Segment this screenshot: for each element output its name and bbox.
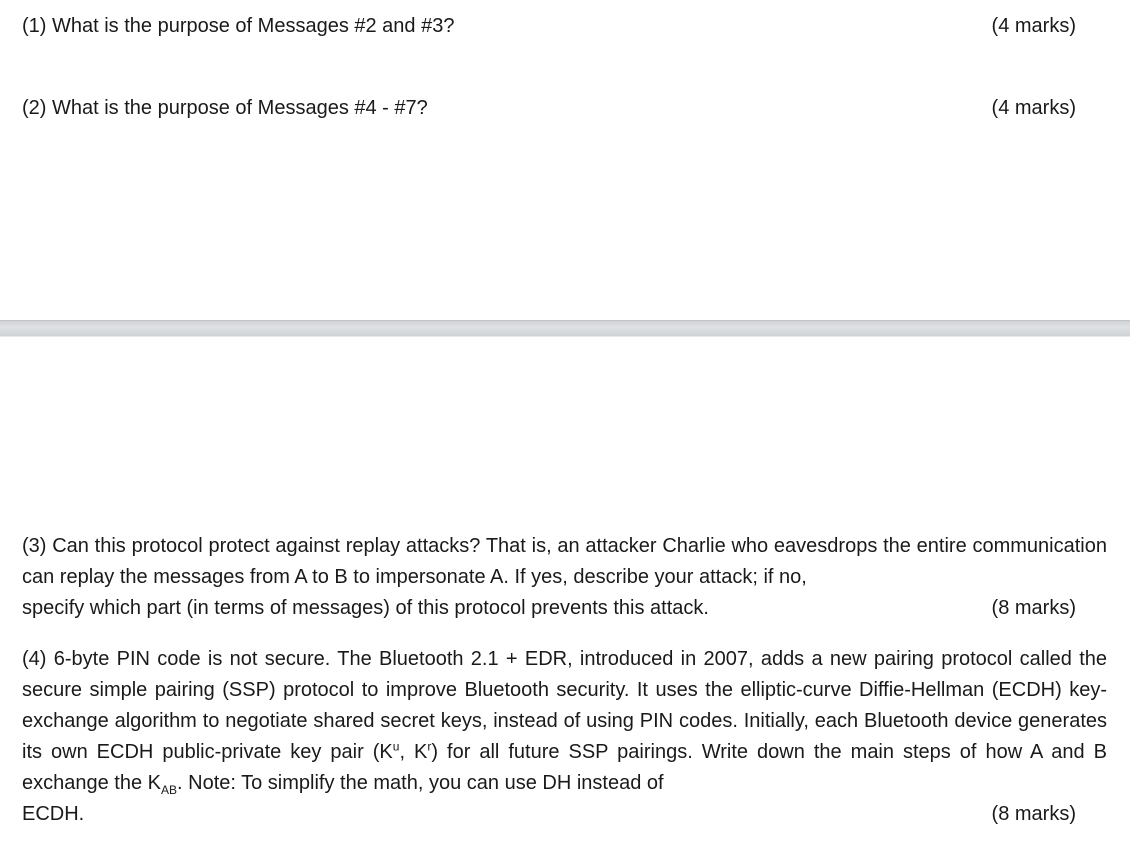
question-1-marks: (4 marks) (991, 15, 1076, 37)
question-4-text (22, 644, 1107, 799)
question-3-last-text: specify which part (in terms of messages) of this protocol prevents this attack. (22, 597, 709, 619)
shared-key-subscript: AB (161, 783, 178, 797)
question-4 (22, 644, 1107, 830)
question-3-text: (3) Can this protocol protect against replay attacks? That is, an attacker Charlie who eavesdrops the entire communication can replay the messages from A to B to impersonate A. If yes, describe your attack; if no, (22, 535, 1107, 588)
question-4-text-part1: (4) 6-byte PIN code is not secure. The Bluetooth 2.1 + EDR, introduced in 2007, adds a new pairing protocol called the secure simple pairing (SSP) protocol to improve Bluetooth security. It uses the elliptic-curve Diffie-Hellman (ECDH) key-exchange algorithm to negotiate shared secret keys, instead of using PIN codes. Initially, each Bluetooth device generates its own ECDH public-private key pair (K (22, 648, 1107, 763)
question-4-text-part2: ) for all future SSP pairings. Write down the main steps of how A and B exchange the K (22, 741, 1107, 794)
question-3-marks: (8 marks) (991, 597, 1076, 619)
question-1-text: (1) What is the purpose of Messages #2 and #3? (22, 15, 455, 37)
question-4-last-line (22, 799, 1107, 830)
page-divider (0, 320, 1130, 337)
question-2 (22, 96, 1076, 120)
question-4-comma: , K (399, 741, 428, 763)
question-3-last-line (22, 593, 1107, 624)
question-4-text-part3: . Note: To simplify the math, you can use DH instead of (177, 772, 664, 794)
question-4-marks: (8 marks) (991, 803, 1076, 825)
question-2-text: (2) What is the purpose of Messages #4 - #7? (22, 97, 428, 119)
question-3 (22, 531, 1107, 624)
private-key-superscript: r (427, 739, 432, 754)
question-1 (22, 14, 1076, 38)
question-2-marks: (4 marks) (991, 97, 1076, 119)
question-4-last-text: ECDH. (22, 803, 85, 825)
public-key-superscript: u (392, 739, 400, 754)
